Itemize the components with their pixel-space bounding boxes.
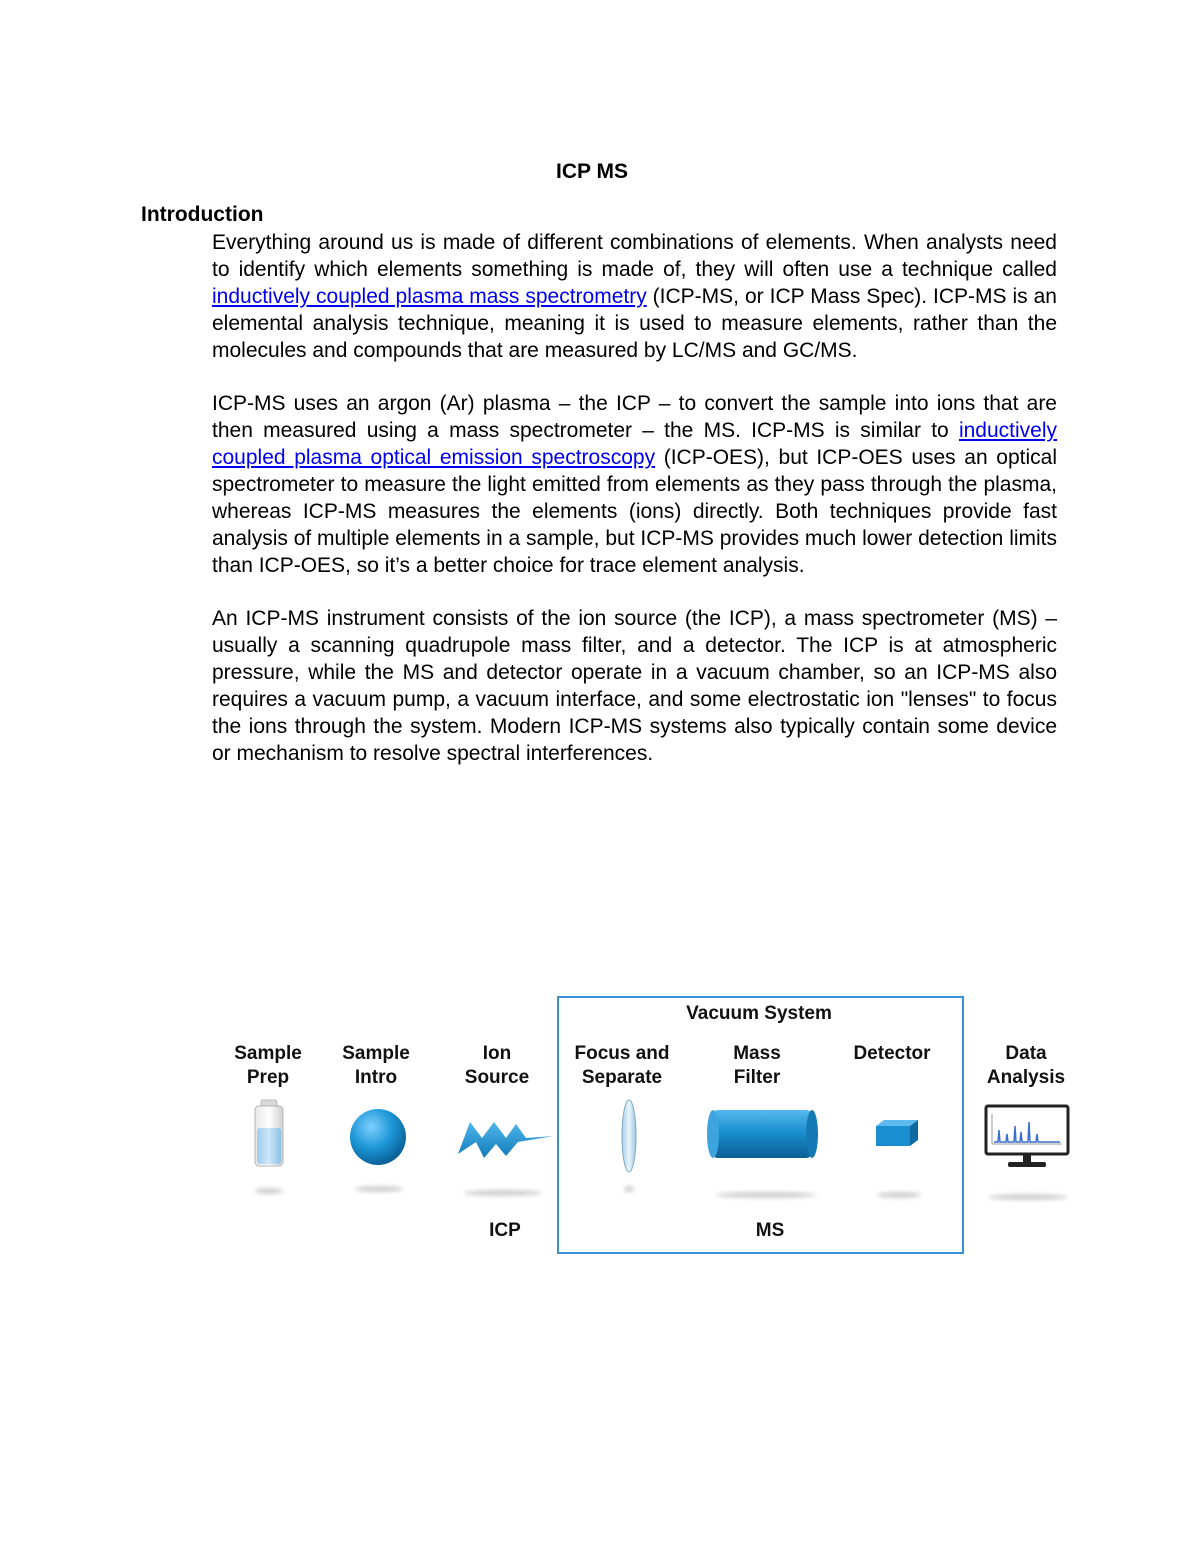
data-analysis-label-line1: Data xyxy=(1005,1043,1047,1064)
mass-filter-label-line2: Filter xyxy=(733,1067,781,1088)
paragraph-1 xyxy=(212,229,1057,364)
paragraph-2-text-a: ICP-MS uses an argon (Ar) plasma – the ICP – to convert the sample into ions that are then measured using a mass spectrometer – the MS. ICP-MS is similar to xyxy=(212,392,1057,442)
sample-vial-icon xyxy=(250,1098,288,1170)
icp-ms-diagram xyxy=(222,990,1082,1260)
paragraph-2-text-b: (ICP-OES), but ICP-OES uses an optical spectrometer to measure the light emitted from elements as they pass through the plasma, whereas ICP-MS measures the elements (ions) directly. Both techniques provide fast analysis of multiple elements in a sample, but ICP-MS provides much lower detection limits than ICP-OES, so it’s a better choice for trace element analysis. xyxy=(212,446,1058,577)
quadrupole-mass-filter-icon xyxy=(706,1106,820,1162)
ion-source-label xyxy=(451,1042,543,1090)
sample-prep-label xyxy=(222,1042,314,1090)
sample-droplet-sphere-icon xyxy=(348,1107,408,1167)
mass-filter-shadow xyxy=(716,1192,816,1198)
paragraph-1-text-b: (ICP-MS, or ICP Mass Spec). ICP-MS is an elemental analysis technique, meaning it is used to measure elements, rather than the molecules and compounds that are measured by LC/MS and GC/MS. xyxy=(212,285,1057,362)
sample-intro-label-line2: Intro xyxy=(354,1067,398,1088)
sample-prep-label-line1: Sample xyxy=(234,1043,302,1064)
focus-separate-label-line2: Separate xyxy=(581,1067,663,1088)
ion-source-label-line1: Ion xyxy=(482,1043,512,1064)
section-heading-introduction: Introduction xyxy=(141,203,264,226)
plasma-bolt-icon xyxy=(456,1118,556,1160)
icp-ms-link[interactable]: inductively coupled plasma mass spectrometry xyxy=(212,285,647,308)
data-analysis-label-line2: Analysis xyxy=(986,1067,1066,1088)
vacuum-system-label: Vacuum System xyxy=(686,1003,832,1024)
sample-intro-label xyxy=(330,1042,422,1090)
sample-intro-label-line1: Sample xyxy=(342,1043,410,1064)
focus-separate-label-line1: Focus and xyxy=(574,1043,670,1064)
paragraph-1-text-a: Everything around us is made of different combinations of elements. When analysts need to identify which elements something is made of, they will often use a technique called xyxy=(212,231,1057,281)
ion-source-label-line2: Source xyxy=(464,1067,530,1088)
ion-lens-shadow xyxy=(624,1186,634,1192)
sample-sphere-shadow xyxy=(355,1186,403,1192)
ms-label: MS xyxy=(755,1220,785,1241)
focus-separate-label xyxy=(562,1042,682,1090)
plasma-bolt-shadow xyxy=(464,1190,542,1196)
mass-filter-label-line1: Mass xyxy=(733,1043,781,1064)
sample-vial-shadow xyxy=(255,1188,283,1194)
ion-lens-icon xyxy=(620,1098,638,1174)
mass-filter-label xyxy=(711,1042,803,1090)
body-text xyxy=(212,229,1057,793)
icp-oes-link[interactable]: inductively coupled plasma optical emission spectroscopy xyxy=(212,419,1057,469)
icp-label: ICP xyxy=(489,1220,521,1241)
data-analysis-label xyxy=(980,1042,1072,1090)
detector-block-icon xyxy=(874,1118,920,1150)
detector-label: Detector xyxy=(853,1043,931,1064)
sample-prep-label-line2: Prep xyxy=(246,1067,290,1088)
data-analysis-monitor-icon xyxy=(984,1104,1070,1170)
paragraph-3: An ICP-MS instrument consists of the ion source (the ICP), a mass spectrometer (MS) – usually a scanning quadrupole mass filter, and a detector. The ICP is at atmospheric pressure, while the MS and detector operate in a vacuum chamber, so an ICP-MS also requires a vacuum pump, a vacuum interface, and some electrostatic ion "lenses" to focus the ions through the system. Modern ICP-MS systems also typically contain some device or mechanism to resolve spectral interferences. xyxy=(212,607,1057,765)
monitor-shadow xyxy=(989,1194,1067,1200)
page-title: ICP MS xyxy=(556,160,628,183)
detector-shadow xyxy=(877,1192,921,1198)
paragraph-2 xyxy=(212,390,1057,579)
